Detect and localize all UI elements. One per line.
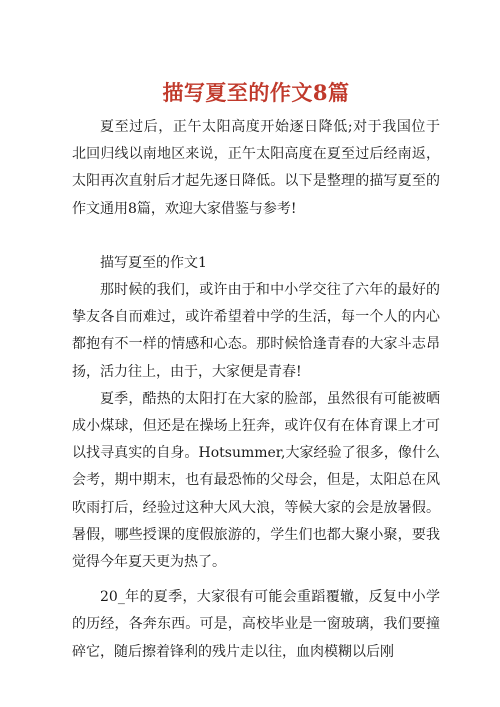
body-paragraph-2: 夏季，酷热的太阳打在大家的脸部，虽然很有可能被晒成小煤球，但还是在操场上狂奔，或许仅有在体育课上才可以找寻真实的自身。Hotsummer,大家经验了很多，像什么会考，期中期末，也有最恐怖的父母会，但是，太阳总在风吹雨打后，经验过这种大风大浪，等候大家的会是放暑假。暑假，哪些授课的度假旅游的，学生们也都大聚小聚，要我觉得今年夏天更为热了。 [72,390,440,571]
document-page [72,0,440,666]
body-paragraph-1: 那时候的我们，或许由于和中小学交往了六年的最好的挚友各自而难过，或许希望着中学的生活，每一个人的内心都抱有不一样的情感和心态。那时候恰逢青春的大家斗志昂扬，活力往上，由于，大家便是青春! [72,282,440,380]
body-paragraph-3: 20_年的夏季，大家很有可能会重蹈覆辙，反复中小学的历经，各奔东西。可是，高校毕业是一窗玻璃，我们要撞碎它，随后擦着锋利的残片走以往，血肉模糊以后刚 [72,589,440,660]
intro-paragraph: 夏至过后，正午太阳高度开始逐日降低;对于我国位于北回归线以南地区来说，正午太阳高度在夏至过后经南返，太阳再次直射后才起先逐日降低。以下是整理的描写夏至的作文通用8篇，欢迎大家借鉴与参考! [72,119,440,217]
blank-line [72,223,440,250]
document-title: 描写夏至的作文8篇 [162,80,350,105]
section-heading: 描写夏至的作文1 [100,254,207,271]
